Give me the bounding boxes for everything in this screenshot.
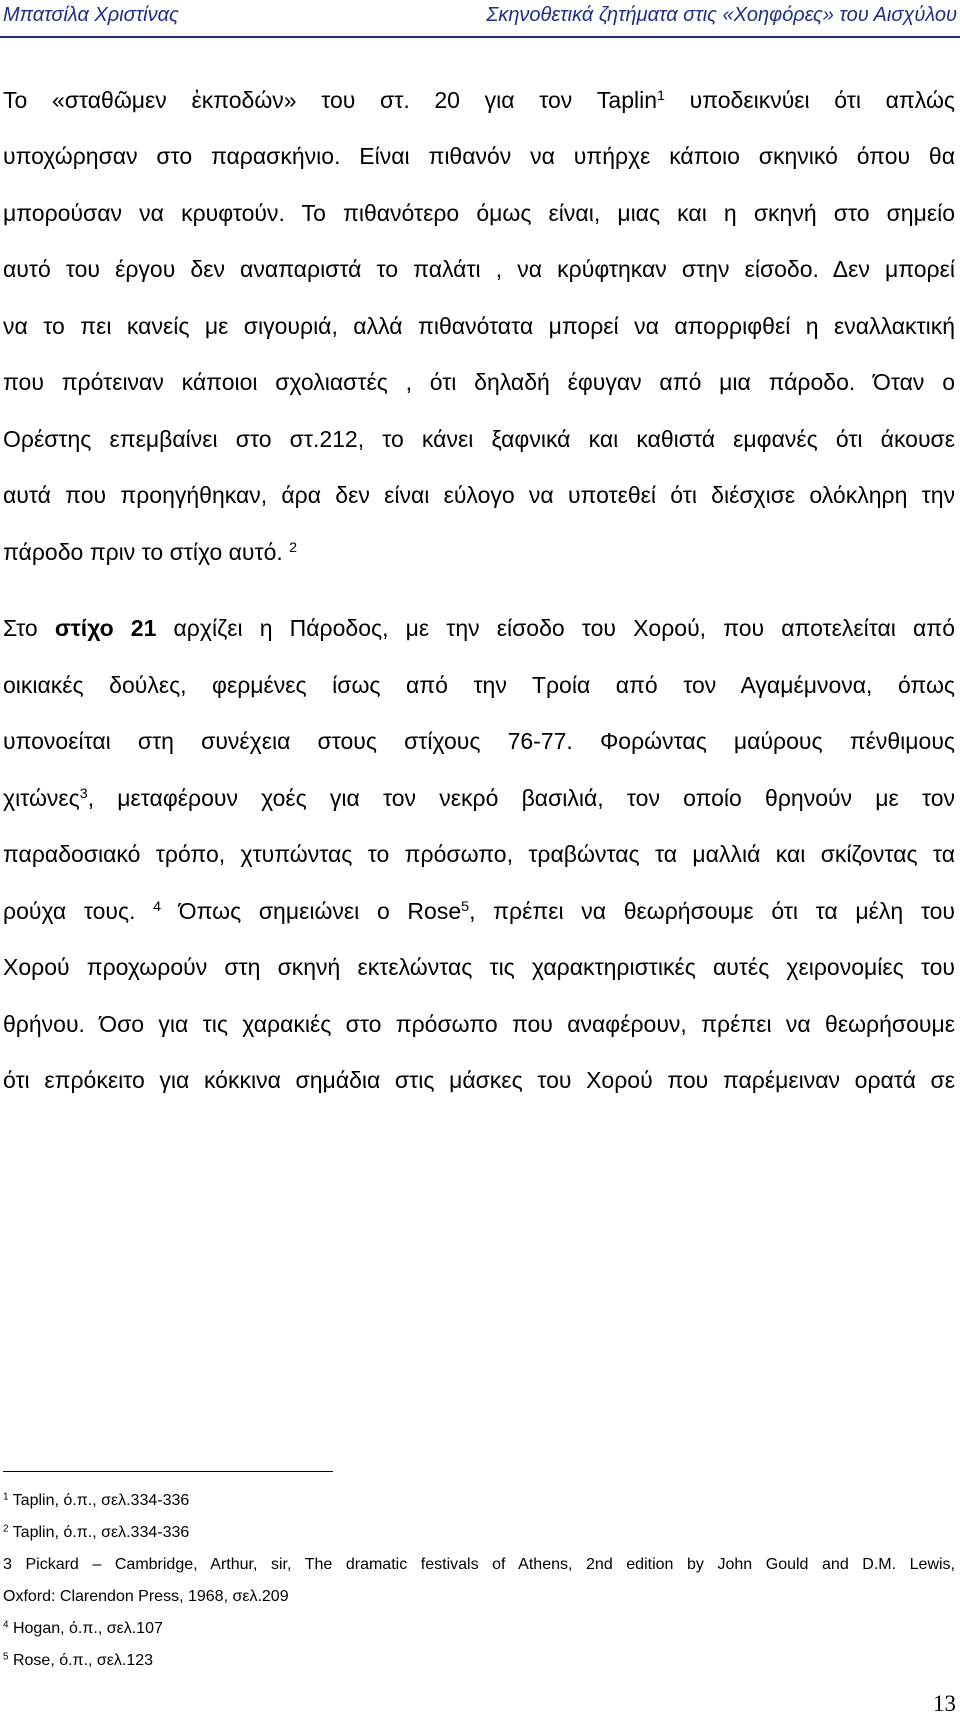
body-line-2: υποχώρησαν στο παρασκήνιο. Είναι πιθανόν να υπήρχε κάποιο σκηνικό όπου θα [3, 143, 955, 169]
body-line-3: μπορούσαν να κρυφτούν. Το πιθανότερο όμως είναι, μιας και η σκηνή στο σημείο [3, 200, 955, 226]
text-span: Στο [3, 615, 55, 641]
body-line-13 [3, 781, 955, 815]
footnote-3-line-2: Oxford: Clarendon Press, 1968, σελ.209 [3, 1588, 289, 1605]
body-line-12: υπονοείται στη συνέχεια στους στίχους 76-77. Φορώντας μαύρους πένθιμους [3, 728, 955, 754]
text-span: Όπως σημειώνει ο Rose [161, 898, 462, 924]
body-line-17: θρήνου. Όσο για τις χαρακιές στο πρόσωπο που αναφέρουν, πρέπει να θεωρήσουμε [3, 1011, 955, 1037]
footnote-5 [3, 1649, 955, 1673]
footnote-ref-1[interactable]: 1 [657, 88, 665, 105]
text-span: , πρέπει να θεωρήσουμε ότι τα μέλη του [469, 898, 956, 924]
body-line-9 [3, 535, 955, 569]
footnote-number: 1 [3, 1491, 9, 1503]
text-span: Το «σταθῶμεν ἐκποδών» του στ. 20 για τον Taplin [3, 87, 658, 113]
body-line-11: οικιακές δούλες, φερμένες ίσως από την Τροία από τον Αγαμέμνονα, όπως [3, 672, 955, 698]
header-author: Μπατσίλα Χριστίνας [3, 4, 179, 26]
body-line-4: αυτό του έργου δεν αναπαριστά το παλάτι , να κρύφτηκαν στην είσοδο. Δεν μπορεί [3, 256, 955, 282]
body-line-18: ότι επρόκειτο για κόκκινα σημάδια στις μάσκες του Χορού που παρέμειναν ορατά σε [3, 1067, 955, 1093]
footnote-text: Taplin, ό.π., σελ.334-336 [8, 1492, 190, 1509]
footnote-ref-3[interactable]: 3 [79, 786, 88, 803]
body-line-10 [3, 611, 955, 645]
text-span: , μεταφέρουν χοές για τον νεκρό βασιλιά, τον οποίο θρηνούν με τον [87, 785, 955, 811]
text-span: υποδεικνύει ότι απλώς [664, 87, 955, 113]
body-line-8: αυτά που προηγήθηκαν, άρα δεν είναι εύλογο να υποτεθεί ότι διέσχισε ολόκληρη την [3, 482, 955, 508]
footnote-ref-5[interactable]: 5 [461, 899, 470, 916]
body-line-1 [3, 83, 955, 117]
text-span: αρχίζει η Πάροδος, με την είσοδο του Χορού, που αποτελείται από [156, 615, 955, 641]
footnote-1 [3, 1489, 955, 1513]
footnote-ref-4[interactable]: 4 [153, 899, 162, 916]
header-title: Σκηνοθετικά ζητήματα στις «Χοηφόρες» του Αισχύλου [486, 4, 957, 26]
body-line-14: παραδοσιακό τρόπο, χτυπώντας το πρόσωπο, τραβώντας τα μαλλιά και σκίζοντας τα [3, 841, 955, 867]
body-line-7: Ορέστης επεμβαίνει στο στ.212, το κάνει ξαφνικά και καθιστά εμφανές ότι άκουσε [3, 426, 955, 452]
body-line-6: που πρότειναν κάποιοι σχολιαστές , ότι δηλαδή έφυγαν από μια πάροδο. Όταν ο [3, 369, 955, 395]
text-span: χιτώνες [3, 785, 80, 811]
footnote-3-line-1: 3 Pickard – Cambridge, Arthur, sir, The dramatic festivals of Athens, 2nd edition by John Gould and D.M. Lewis, [3, 1556, 955, 1573]
bold-verse-ref: στίχο 21 [54, 615, 157, 641]
body-line-15 [3, 894, 955, 928]
footnote-ref-2[interactable]: 2 [289, 540, 298, 557]
footnote-number: 4 [3, 1619, 9, 1631]
page-number: 13 [933, 1691, 956, 1716]
running-header [0, 0, 960, 38]
header-rule [0, 36, 960, 38]
text-span: ρούχα τους. [3, 898, 154, 924]
footnote-text: Hogan, ό.π., σελ.107 [8, 1620, 163, 1637]
footnote-text: Taplin, ό.π., σελ.334-336 [8, 1524, 190, 1541]
body-line-5: να το πει κανείς με σιγουριά, αλλά πιθανότατα μπορεί να απορριφθεί η εναλλακτική [3, 313, 955, 339]
footnote-2 [3, 1521, 955, 1545]
text-span: πάροδο πριν το στίχο αυτό. [3, 539, 290, 565]
footnote-number: 5 [3, 1651, 9, 1663]
footnote-4 [3, 1617, 955, 1641]
footnote-separator [3, 1471, 333, 1472]
footnote-number: 2 [3, 1523, 9, 1535]
footnote-text: Rose, ό.π., σελ.123 [8, 1652, 154, 1669]
body-line-16: Χορού προχωρούν στη σκηνή εκτελώντας τις χαρακτηριστικές αυτές χειρονομίες του [3, 954, 955, 980]
